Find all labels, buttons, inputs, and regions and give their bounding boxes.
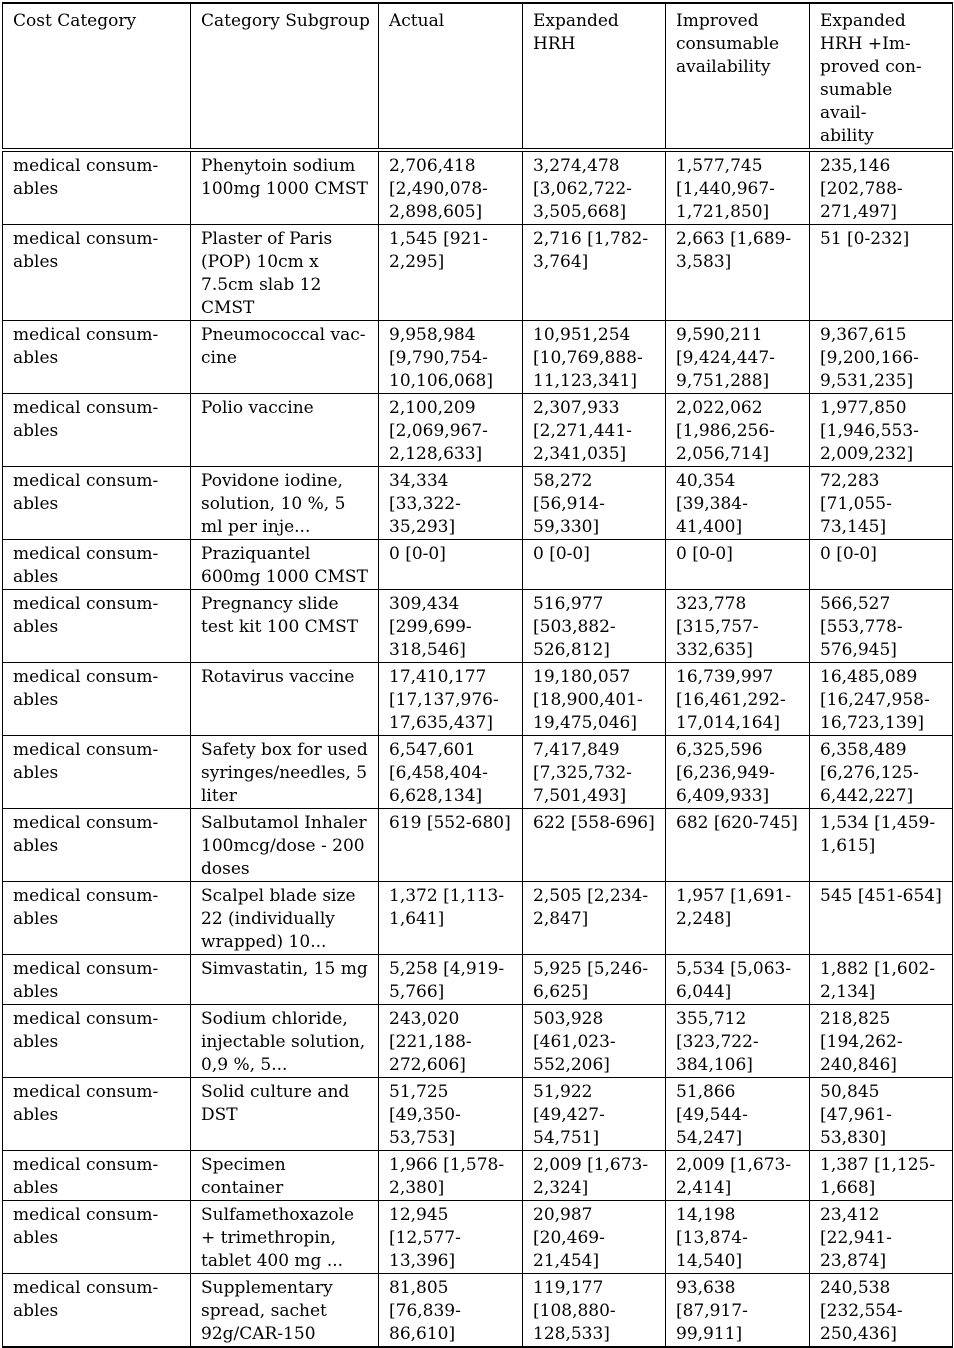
- expanded-hrh-cell: 516,977 [503,882- 526,812]: [523, 590, 666, 663]
- category-subgroup-cell: Phenytoin sodium 100mg 1000 CMST: [191, 152, 379, 225]
- header-category-subgroup: Category Subgroup: [191, 3, 379, 149]
- expanded-hrh-improved-cell: 545 [451-654]: [810, 882, 953, 955]
- table-row: [3, 225, 953, 321]
- cost-category-cell: medical consum- ables: [3, 467, 191, 540]
- expanded-hrh-improved-cell: 23,412 [22,941- 23,874]: [810, 1201, 953, 1274]
- cost-category-cell: medical consum- ables: [3, 321, 191, 394]
- cost-category-cell: medical consum- ables: [3, 1005, 191, 1078]
- actual-cell: 51,725 [49,350- 53,753]: [379, 1078, 523, 1151]
- category-subgroup-cell: Simvastatin, 15 mg: [191, 955, 379, 1005]
- actual-cell: 243,020 [221,188- 272,606]: [379, 1005, 523, 1078]
- actual-cell: 0 [0-0]: [379, 540, 523, 590]
- cost-category-cell: medical consum- ables: [3, 590, 191, 663]
- cost-category-cell: medical consum- ables: [3, 1078, 191, 1151]
- category-subgroup-cell: Praziquantel 600mg 1000 CMST: [191, 540, 379, 590]
- expanded-hrh-cell: 58,272 [56,914- 59,330]: [523, 467, 666, 540]
- improved-consumable-cell: 0 [0-0]: [666, 540, 810, 590]
- expanded-hrh-improved-cell: 1,387 [1,125- 1,668]: [810, 1151, 953, 1201]
- expanded-hrh-improved-cell: 1,534 [1,459- 1,615]: [810, 809, 953, 882]
- improved-consumable-cell: 9,590,211 [9,424,447- 9,751,288]: [666, 321, 810, 394]
- improved-consumable-cell: 323,778 [315,757- 332,635]: [666, 590, 810, 663]
- cost-category-cell: medical consum- ables: [3, 736, 191, 809]
- category-subgroup-cell: Sodium chloride, injectable solution, 0,9 %, 5...: [191, 1005, 379, 1078]
- actual-cell: 12,945 [12,577- 13,396]: [379, 1201, 523, 1274]
- table-row: [3, 882, 953, 955]
- actual-cell: 619 [552-680]: [379, 809, 523, 882]
- improved-consumable-cell: 5,534 [5,063- 6,044]: [666, 955, 810, 1005]
- header-improved-consumable-availability: Improved consumable availability: [666, 3, 810, 149]
- expanded-hrh-cell: 20,987 [20,469- 21,454]: [523, 1201, 666, 1274]
- improved-consumable-cell: 40,354 [39,384- 41,400]: [666, 467, 810, 540]
- header-actual: Actual: [379, 3, 523, 149]
- expanded-hrh-cell: 3,274,478 [3,062,722- 3,505,668]: [523, 152, 666, 225]
- category-subgroup-cell: Salbutamol Inhaler 100mcg/dose - 200 doses: [191, 809, 379, 882]
- improved-consumable-cell: 2,022,062 [1,986,256- 2,056,714]: [666, 394, 810, 467]
- table-row: [3, 1201, 953, 1274]
- cost-table-container: [2, 2, 952, 1348]
- table-row: [3, 540, 953, 590]
- header-expanded-hrh: Expanded HRH: [523, 3, 666, 149]
- expanded-hrh-improved-cell: 235,146 [202,788- 271,497]: [810, 152, 953, 225]
- improved-consumable-cell: 1,957 [1,691- 2,248]: [666, 882, 810, 955]
- table-row: [3, 152, 953, 225]
- expanded-hrh-cell: 503,928 [461,023- 552,206]: [523, 1005, 666, 1078]
- header-cost-category: Cost Category: [3, 3, 191, 149]
- expanded-hrh-cell: 622 [558-696]: [523, 809, 666, 882]
- improved-consumable-cell: 2,009 [1,673- 2,414]: [666, 1151, 810, 1201]
- actual-cell: 309,434 [299,699- 318,546]: [379, 590, 523, 663]
- improved-consumable-cell: 14,198 [13,874- 14,540]: [666, 1201, 810, 1274]
- expanded-hrh-cell: 5,925 [5,246- 6,625]: [523, 955, 666, 1005]
- actual-cell: 2,100,209 [2,069,967- 2,128,633]: [379, 394, 523, 467]
- expanded-hrh-cell: 2,505 [2,234- 2,847]: [523, 882, 666, 955]
- actual-cell: 1,966 [1,578- 2,380]: [379, 1151, 523, 1201]
- table-row: [3, 809, 953, 882]
- expanded-hrh-improved-cell: 1,977,850 [1,946,553- 2,009,232]: [810, 394, 953, 467]
- category-subgroup-cell: Pregnancy slide test kit 100 CMST: [191, 590, 379, 663]
- category-subgroup-cell: Safety box for used syringes/needles, 5 liter: [191, 736, 379, 809]
- category-subgroup-cell: Solid culture and DST: [191, 1078, 379, 1151]
- expanded-hrh-cell: 7,417,849 [7,325,732- 7,501,493]: [523, 736, 666, 809]
- expanded-hrh-cell: 119,177 [108,880- 128,533]: [523, 1274, 666, 1348]
- table-header: [3, 3, 953, 152]
- table-row: [3, 321, 953, 394]
- expanded-hrh-cell: 19,180,057 [18,900,401- 19,475,046]: [523, 663, 666, 736]
- expanded-hrh-improved-cell: 566,527 [553,778- 576,945]: [810, 590, 953, 663]
- table-row: [3, 1005, 953, 1078]
- cost-category-cell: medical consum- ables: [3, 663, 191, 736]
- category-subgroup-cell: Supplementary spread, sachet 92g/CAR-150: [191, 1274, 379, 1348]
- actual-cell: 1,545 [921- 2,295]: [379, 225, 523, 321]
- category-subgroup-cell: Scalpel blade size 22 (individually wrapped) 10...: [191, 882, 379, 955]
- table-row: [3, 663, 953, 736]
- table-row: [3, 1274, 953, 1348]
- expanded-hrh-improved-cell: 50,845 [47,961- 53,830]: [810, 1078, 953, 1151]
- category-subgroup-cell: Sulfamethoxazole + trimethropin, tablet 400 mg ...: [191, 1201, 379, 1274]
- table-row: [3, 394, 953, 467]
- improved-consumable-cell: 93,638 [87,917- 99,911]: [666, 1274, 810, 1348]
- header-row: [3, 3, 953, 149]
- expanded-hrh-improved-cell: 9,367,615 [9,200,166- 9,531,235]: [810, 321, 953, 394]
- cost-table: [2, 2, 953, 1348]
- table-row: [3, 736, 953, 809]
- actual-cell: 5,258 [4,919- 5,766]: [379, 955, 523, 1005]
- improved-consumable-cell: 2,663 [1,689- 3,583]: [666, 225, 810, 321]
- cost-category-cell: medical consum- ables: [3, 225, 191, 321]
- category-subgroup-cell: Rotavirus vaccine: [191, 663, 379, 736]
- expanded-hrh-cell: 10,951,254 [10,769,888- 11,123,341]: [523, 321, 666, 394]
- actual-cell: 2,706,418 [2,490,078- 2,898,605]: [379, 152, 523, 225]
- table-row: [3, 1151, 953, 1201]
- table-row: [3, 590, 953, 663]
- improved-consumable-cell: 682 [620-745]: [666, 809, 810, 882]
- category-subgroup-cell: Povidone iodine, solution, 10 %, 5 ml per inje...: [191, 467, 379, 540]
- expanded-hrh-cell: 0 [0-0]: [523, 540, 666, 590]
- table-row: [3, 955, 953, 1005]
- expanded-hrh-improved-cell: 1,882 [1,602- 2,134]: [810, 955, 953, 1005]
- actual-cell: 1,372 [1,113- 1,641]: [379, 882, 523, 955]
- cost-category-cell: medical consum- ables: [3, 809, 191, 882]
- actual-cell: 34,334 [33,322- 35,293]: [379, 467, 523, 540]
- table-body: [3, 152, 953, 1348]
- improved-consumable-cell: 16,739,997 [16,461,292- 17,014,164]: [666, 663, 810, 736]
- cost-category-cell: medical consum- ables: [3, 955, 191, 1005]
- improved-consumable-cell: 6,325,596 [6,236,949- 6,409,933]: [666, 736, 810, 809]
- expanded-hrh-cell: 2,716 [1,782- 3,764]: [523, 225, 666, 321]
- cost-category-cell: medical consum- ables: [3, 882, 191, 955]
- expanded-hrh-improved-cell: 72,283 [71,055- 73,145]: [810, 467, 953, 540]
- cost-category-cell: medical consum- ables: [3, 394, 191, 467]
- cost-category-cell: medical consum- ables: [3, 1274, 191, 1348]
- improved-consumable-cell: 51,866 [49,544- 54,247]: [666, 1078, 810, 1151]
- expanded-hrh-improved-cell: 6,358,489 [6,276,125- 6,442,227]: [810, 736, 953, 809]
- expanded-hrh-cell: 2,009 [1,673- 2,324]: [523, 1151, 666, 1201]
- expanded-hrh-improved-cell: 16,485,089 [16,247,958- 16,723,139]: [810, 663, 953, 736]
- actual-cell: 81,805 [76,839- 86,610]: [379, 1274, 523, 1348]
- category-subgroup-cell: Plaster of Paris (POP) 10cm x 7.5cm slab 12 CMST: [191, 225, 379, 321]
- expanded-hrh-improved-cell: 240,538 [232,554- 250,436]: [810, 1274, 953, 1348]
- improved-consumable-cell: 1,577,745 [1,440,967- 1,721,850]: [666, 152, 810, 225]
- expanded-hrh-improved-cell: 51 [0-232]: [810, 225, 953, 321]
- table-row: [3, 1078, 953, 1151]
- improved-consumable-cell: 355,712 [323,722- 384,106]: [666, 1005, 810, 1078]
- expanded-hrh-cell: 51,922 [49,427- 54,751]: [523, 1078, 666, 1151]
- cost-category-cell: medical consum- ables: [3, 152, 191, 225]
- cost-category-cell: medical consum- ables: [3, 1201, 191, 1274]
- actual-cell: 6,547,601 [6,458,404- 6,628,134]: [379, 736, 523, 809]
- table-row: [3, 467, 953, 540]
- cost-category-cell: medical consum- ables: [3, 1151, 191, 1201]
- expanded-hrh-cell: 2,307,933 [2,271,441- 2,341,035]: [523, 394, 666, 467]
- actual-cell: 9,958,984 [9,790,754- 10,106,068]: [379, 321, 523, 394]
- expanded-hrh-improved-cell: 218,825 [194,262- 240,846]: [810, 1005, 953, 1078]
- actual-cell: 17,410,177 [17,137,976- 17,635,437]: [379, 663, 523, 736]
- category-subgroup-cell: Polio vaccine: [191, 394, 379, 467]
- category-subgroup-cell: Specimen container: [191, 1151, 379, 1201]
- expanded-hrh-improved-cell: 0 [0-0]: [810, 540, 953, 590]
- category-subgroup-cell: Pneumococcal vac- cine: [191, 321, 379, 394]
- header-expanded-hrh-improved-consumable-availability: Expanded HRH +Im- proved con- sumable avail- ability: [810, 3, 953, 149]
- cost-category-cell: medical consum- ables: [3, 540, 191, 590]
